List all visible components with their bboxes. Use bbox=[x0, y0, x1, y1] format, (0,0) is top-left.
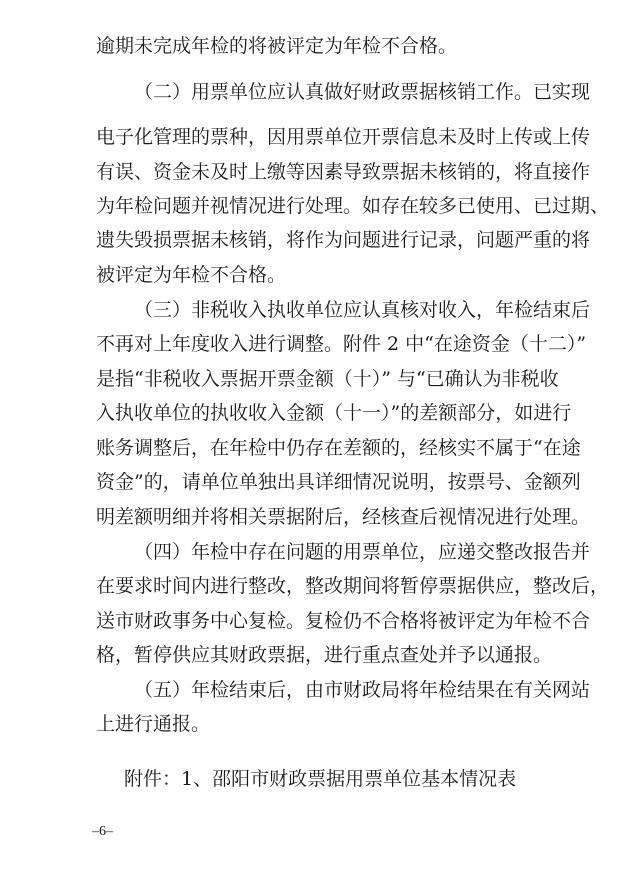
paragraph-line: （五）年检结束后，由市财政局将年检结果在有关网站 bbox=[134, 679, 591, 701]
paragraph-line: 为年检问题并视情况进行处理。如存在较多已使用、已过期、 bbox=[96, 195, 610, 217]
paragraph-line: 账务调整后，在年检中仍存在差额的，经核实不属于“在途 bbox=[96, 437, 581, 459]
paragraph-line: 不再对上年度收入进行调整。附件 2 中“在途资金（十二）” bbox=[96, 333, 587, 355]
paragraph-line: 被评定为年检不合格。 bbox=[96, 264, 287, 286]
paragraph-line: 格，暂停供应其财政票据，进行重点查处并予以通报。 bbox=[96, 644, 553, 666]
paragraph-line: （二）用票单位应认真做好财政票据核销工作。已实现 bbox=[134, 81, 591, 103]
paragraph-line: 电子化管理的票种，因用票单位开票信息未及时上传或上传 bbox=[96, 126, 591, 148]
paragraph-line: 有误、资金未及时上缴等因素导致票据未核销的，将直接作 bbox=[96, 161, 591, 183]
attachment-line: 附件：1、邵阳市财政票据用票单位基本情况表 bbox=[124, 768, 517, 790]
paragraph-line: 是指“非税收入票据开票金额（十）” 与“已确认为非税收 bbox=[96, 368, 559, 390]
paragraph-line: 逾期未完成年检的将被评定为年检不合格。 bbox=[96, 35, 458, 57]
paragraph-line: 遗失毁损票据未核销，将作为问题进行记录，问题严重的将 bbox=[96, 229, 591, 251]
paragraph-line: 明差额明细并将相关票据附后，经核查后视情况进行处理。 bbox=[96, 506, 591, 528]
paragraph-line: （三）非税收入执收单位应认真核对收入，年检结束后 bbox=[134, 299, 591, 321]
paragraph-line: （四）年检中存在问题的用票单位，应递交整改报告并 bbox=[134, 541, 591, 563]
paragraph-line: 送市财政事务中心复检。复检仍不合格将被评定为年检不合 bbox=[96, 610, 591, 632]
paragraph-line: 在要求时间内进行整改，整改期间将暂停票据供应，整改后， bbox=[96, 575, 610, 597]
page-number: –6– bbox=[92, 824, 113, 839]
paragraph-line: 上进行通报。 bbox=[96, 713, 211, 735]
paragraph-line: 资金”的，请单位单独出具详细情况说明，按票号、金额列 bbox=[96, 471, 581, 493]
paragraph-line: 入执收单位的执收收入金额（十一）”的差额部分，如进行 bbox=[96, 402, 572, 424]
